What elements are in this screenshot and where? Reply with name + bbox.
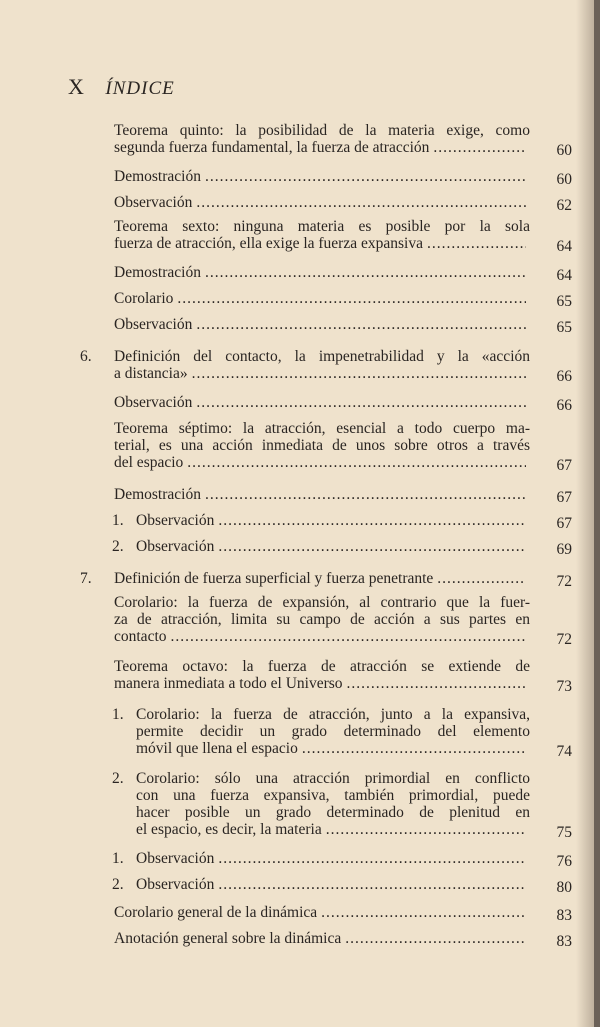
toc-entry-last-line <box>136 850 530 867</box>
toc-entry[interactable] <box>114 570 530 587</box>
toc-entry-last-line <box>114 628 530 645</box>
toc-entry[interactable] <box>136 706 530 757</box>
toc-entry-text: Observación <box>114 194 193 211</box>
toc-entry-text: Corolario: la fuerza de atracción, junto a la expansiva, <box>136 706 530 723</box>
dot-leader <box>205 168 526 185</box>
page-number: 72 <box>556 631 572 648</box>
subsection-number: 1. <box>112 850 124 867</box>
toc-entry-last-line <box>114 316 530 333</box>
toc-entry-last-line <box>136 740 530 757</box>
toc-entry[interactable] <box>114 348 530 382</box>
toc-entry[interactable] <box>114 168 530 185</box>
toc-entry-last-line <box>114 394 530 411</box>
dot-leader <box>171 628 526 645</box>
toc-entry[interactable] <box>114 486 530 503</box>
subsection-number: 2. <box>112 538 124 555</box>
toc-entry-last-line <box>136 876 530 893</box>
section-number: 7. <box>80 570 92 587</box>
page-number: 65 <box>556 319 572 336</box>
toc-entry-last-line <box>114 904 530 921</box>
dot-leader <box>347 675 526 692</box>
chapter-numeral: X <box>68 74 85 99</box>
page-number: 66 <box>556 368 572 385</box>
page-number: 66 <box>556 397 572 414</box>
toc-entry-last-line <box>114 264 530 281</box>
toc-entry-text: móvil que llena el espacio <box>136 740 298 757</box>
toc-entry-text: del espacio <box>114 454 184 471</box>
toc-entry[interactable] <box>136 876 530 893</box>
toc-entry-text: Observación <box>136 538 215 555</box>
toc-entry-text: Observación <box>136 850 215 867</box>
page-number: 67 <box>556 515 572 532</box>
subsection-number: 2. <box>112 770 124 787</box>
toc-entry[interactable] <box>114 122 530 156</box>
toc-entry-text: Corolario <box>114 290 174 307</box>
dot-leader <box>205 486 526 503</box>
toc-entry-last-line <box>136 538 530 555</box>
toc-entry-text: Teorema séptimo: la atracción, esencial a todo cuerpo ma- <box>114 420 530 437</box>
toc-entry-text: Corolario: la fuerza de expansión, al contrario que la fuer- <box>114 594 530 611</box>
toc-entry-last-line <box>114 454 530 471</box>
dot-leader <box>427 235 526 252</box>
toc-entry[interactable] <box>114 904 530 921</box>
toc-entry-text: con una fuerza expansiva, también primordial, puede <box>136 787 530 804</box>
page-number: 74 <box>556 743 572 760</box>
toc-entry-last-line <box>114 235 530 252</box>
toc-entry-text: Corolario: sólo una atracción primordial en conflicto <box>136 770 530 787</box>
toc-entry[interactable] <box>136 538 530 555</box>
toc-entry-text: Corolario general de la dinámica <box>114 904 318 921</box>
subsection-number: 2. <box>112 876 124 893</box>
dot-leader <box>205 264 526 281</box>
dot-leader <box>196 316 526 333</box>
page-number: 67 <box>556 457 572 474</box>
toc-entry-text: Observación <box>136 876 215 893</box>
toc-entry-text: segunda fuerza fundamental, la fuerza de atracción <box>114 139 430 156</box>
page-title: ÍNDICE <box>105 78 175 99</box>
toc-entry-last-line <box>136 512 530 529</box>
toc-entry-last-line <box>114 365 530 382</box>
running-header <box>68 74 175 100</box>
dot-leader <box>326 821 526 838</box>
toc-entry[interactable] <box>136 850 530 867</box>
toc-entry-last-line <box>114 168 530 185</box>
toc-entry[interactable] <box>136 770 530 838</box>
toc-entry-text: manera inmediata a todo el Universo <box>114 675 343 692</box>
toc-entry-text: Definición del contacto, la impenetrabilidad y la «acción <box>114 348 530 365</box>
dot-leader <box>218 876 526 893</box>
toc-entry-text: Anotación general sobre la dinámica <box>114 930 342 947</box>
dot-leader <box>321 904 526 921</box>
toc-entry[interactable] <box>114 218 530 252</box>
toc-entry-text: a distancia» <box>114 365 188 382</box>
toc-entry-text: terial, es una acción inmediata de unos sobre otros a través <box>114 437 530 454</box>
toc-entry-text: permite decidir un grado determinado del elemento <box>136 723 530 740</box>
toc-entry-text: fuerza de atracción, ella exige la fuerza expansiva <box>114 235 423 252</box>
page-number: 64 <box>556 238 572 255</box>
page-number: 60 <box>556 142 572 159</box>
page-number: 76 <box>556 853 572 870</box>
page-number: 60 <box>556 171 572 188</box>
toc-entry[interactable] <box>114 658 530 692</box>
page-number: 73 <box>556 678 572 695</box>
dot-leader <box>218 512 526 529</box>
toc-entry[interactable] <box>114 290 530 307</box>
page-number: 65 <box>556 293 572 310</box>
page-number: 83 <box>556 933 572 950</box>
page-number: 69 <box>556 541 572 558</box>
dot-leader <box>187 454 526 471</box>
toc-entry-text: hacer posible un grado determinado de plenitud en <box>136 804 530 821</box>
toc-entry[interactable] <box>114 264 530 281</box>
page-number: 72 <box>556 573 572 590</box>
toc-entry-last-line <box>114 486 530 503</box>
dot-leader <box>196 194 526 211</box>
toc-entry-last-line <box>114 194 530 211</box>
toc-entry-text: za de atracción, limita su campo de acción a sus partes en <box>114 611 530 628</box>
toc-entry-text: Observación <box>114 316 193 333</box>
dot-leader <box>192 365 526 382</box>
toc-entry[interactable] <box>114 394 530 411</box>
page-number: 75 <box>556 824 572 841</box>
subsection-number: 1. <box>112 706 124 723</box>
toc-entry-last-line <box>114 139 530 156</box>
toc-entry-text: Teorema sexto: ninguna materia es posible por la sola <box>114 218 530 235</box>
page-number: 80 <box>556 879 572 896</box>
dot-leader <box>218 850 526 867</box>
toc-entry-text: Observación <box>136 512 215 529</box>
toc-entry-last-line <box>114 570 530 587</box>
toc-entry[interactable] <box>114 594 530 645</box>
toc-entry-text: el espacio, es decir, la materia <box>136 821 322 838</box>
toc-entry-text: contacto <box>114 628 167 645</box>
toc-entry-text: Demostración <box>114 264 201 281</box>
toc-entry-text: Demostración <box>114 486 201 503</box>
section-number: 6. <box>80 348 92 365</box>
page-number: 64 <box>556 267 572 284</box>
dot-leader <box>437 570 526 587</box>
dot-leader <box>218 538 526 555</box>
toc-entry-last-line <box>136 821 530 838</box>
toc-entry-text: Demostración <box>114 168 201 185</box>
toc-entry-last-line <box>114 290 530 307</box>
dot-leader <box>196 394 526 411</box>
dot-leader <box>433 139 526 156</box>
page-number: 67 <box>556 489 572 506</box>
page-number: 62 <box>556 197 572 214</box>
toc-entry[interactable] <box>136 512 530 529</box>
toc-entry-text: Definición de fuerza superficial y fuerza penetrante <box>114 570 434 587</box>
toc-entry[interactable] <box>114 194 530 211</box>
toc-entry-text: Observación <box>114 394 193 411</box>
toc-entry[interactable] <box>114 930 530 947</box>
toc-entry-text: Teorema quinto: la posibilidad de la materia exige, como <box>114 122 530 139</box>
page-edge <box>594 0 600 1027</box>
page-number: 83 <box>556 907 572 924</box>
toc-entry[interactable] <box>114 316 530 333</box>
dot-leader <box>177 290 526 307</box>
subsection-number: 1. <box>112 512 124 529</box>
toc-entry-text: Teorema octavo: la fuerza de atracción se extiende de <box>114 658 530 675</box>
dot-leader <box>302 740 526 757</box>
toc-entry[interactable] <box>114 420 530 471</box>
toc-entry-last-line <box>114 675 530 692</box>
toc-entry-last-line <box>114 930 530 947</box>
dot-leader <box>345 930 526 947</box>
